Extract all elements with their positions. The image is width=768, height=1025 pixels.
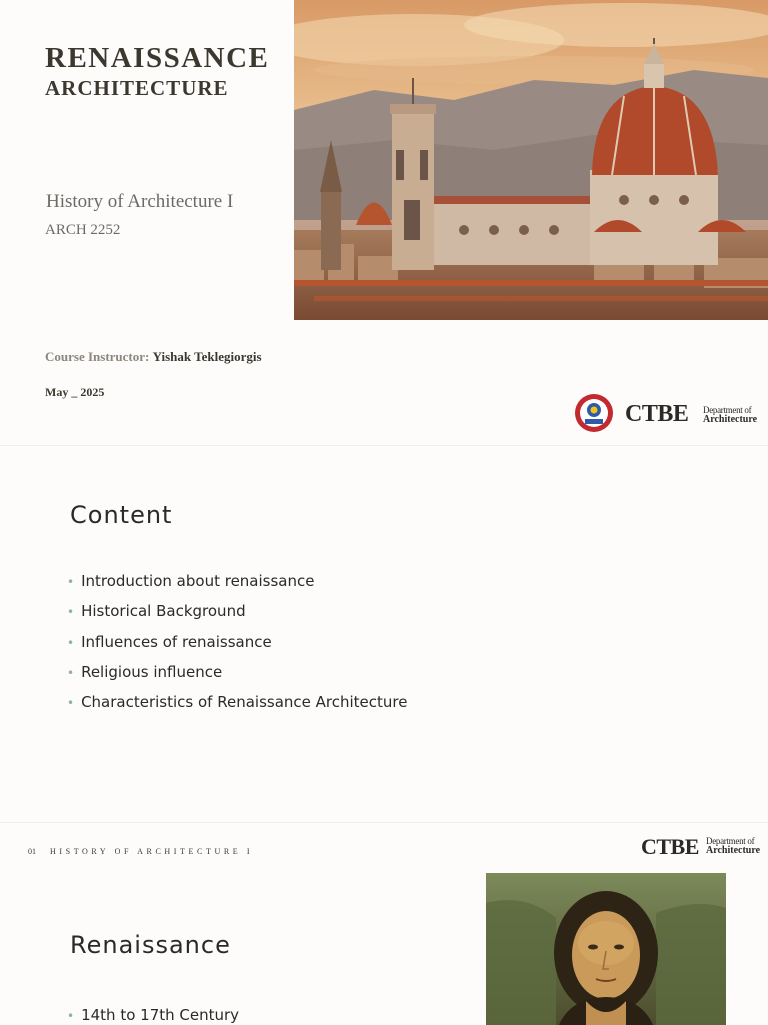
cover-title: RENAISSANCE xyxy=(45,42,270,74)
bullet-icon: • xyxy=(67,696,75,711)
course-code: ARCH 2252 xyxy=(45,222,121,238)
content-slide xyxy=(0,445,768,823)
list-item: • Influences of renaissance xyxy=(67,632,272,651)
florence-cathedral-photo xyxy=(294,0,768,320)
logo-department xyxy=(706,837,760,857)
university-seal-icon xyxy=(572,393,616,433)
running-header: HISTORY OF ARCHITECTURE I xyxy=(50,847,254,856)
cover-slide xyxy=(0,0,768,445)
ctbe-logo-small xyxy=(641,835,761,863)
instructor-name: Yishak Teklegiorgis xyxy=(152,349,262,364)
bullet-icon: • xyxy=(67,575,75,589)
bullet-icon: • xyxy=(67,635,75,650)
bullet-icon: • xyxy=(67,665,75,680)
content-title: Content xyxy=(70,501,173,529)
course-instructor xyxy=(45,349,262,365)
logo-dept-line1: Department of xyxy=(706,836,755,846)
logo-dept-line2: Architecture xyxy=(703,414,758,426)
renaissance-list xyxy=(67,1005,239,1025)
list-item: • 14th to 17th Century xyxy=(67,1006,240,1024)
list-item: • Historical Background xyxy=(67,602,246,621)
renaissance-title: Renaissance xyxy=(70,931,231,959)
logo-department xyxy=(703,406,757,426)
bullet-icon: • xyxy=(67,605,75,620)
logo-dept-line1: Department of xyxy=(703,405,752,415)
ctbe-logo xyxy=(572,392,762,434)
renaissance-slide xyxy=(0,822,768,1025)
cover-subtitle: ARCHITECTURE xyxy=(45,76,229,100)
list-item: • Religious influence xyxy=(67,662,223,681)
instructor-label: Course Instructor: xyxy=(45,349,150,364)
course-name: History of Architecture I xyxy=(46,191,234,212)
content-list xyxy=(67,571,407,722)
page-number: 01 xyxy=(28,847,36,856)
logo-brand: CTBE xyxy=(641,834,699,859)
mona-lisa-painting xyxy=(486,873,726,1025)
cover-date: May _ 2025 xyxy=(45,385,105,399)
logo-dept-line2: Architecture xyxy=(706,845,761,857)
list-item: • Introduction about renaissance xyxy=(67,572,315,590)
bullet-icon: • xyxy=(67,1009,75,1023)
list-item: • Characteristics of Renaissance Architecture xyxy=(67,693,408,712)
logo-brand: CTBE xyxy=(625,401,689,427)
